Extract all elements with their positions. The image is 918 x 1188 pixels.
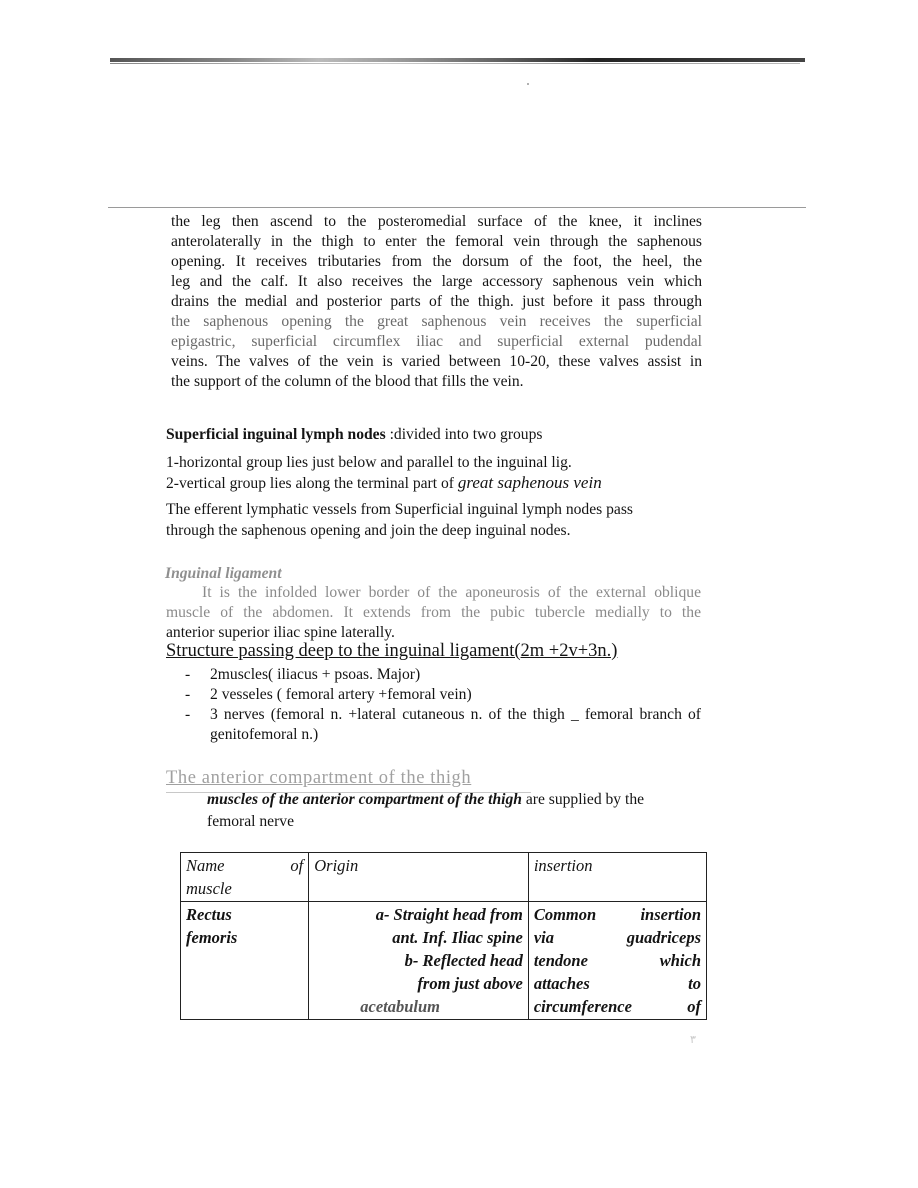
intro-rest: are supplied by the [521,791,645,808]
lymph-heading-rest: :divided into two groups [385,426,543,443]
header-origin: Origin [309,853,529,902]
text-line: opening. It receives tributaries from the dorsum of the foot, the heel, the [171,253,702,270]
efferent-line-1: The efferent lymphatic vessels from Superficial inguinal lymph nodes pass [166,501,633,518]
lymph-item-vertical [166,472,602,494]
anterior-compartment-heading: The anterior compartment of the thigh [166,768,472,788]
cell-muscle-name: Rectus femoris [181,902,309,1020]
inguinal-ligament-paragraph [166,583,701,643]
intro-line-2: femoral nerve [207,813,295,830]
lymph-item-vertical-text: 2-vertical group lies along the terminal part of [166,475,458,492]
table-header-row [181,853,707,902]
cell-insertion: Common insertion via guadriceps tendone which attaches to circumference of [528,902,706,1020]
text-line: the leg then ascend to the posteromedial surface of the knee, it inclines [171,213,702,230]
text-line: It is the infolded lower border of the aponeurosis of the external oblique [202,584,701,601]
anterior-compartment-intro [207,789,701,833]
scan-speck [527,83,529,85]
intro-bold: muscles of the anterior compartment of the thigh [207,791,522,808]
header-name-of-muscle [181,853,309,902]
list-item: - 2muscles( iliacus + psoas. Major) [183,665,701,685]
text-line: the support of the column of the blood that fills the vein. [171,373,524,390]
list-item: - 2 vesseles ( femoral artery +femoral vein) [183,685,701,705]
scan-top-edge-shadow [110,63,800,64]
muscle-table [180,852,707,1020]
lymph-heading-bold: Superficial inguinal lymph nodes [166,426,386,443]
cell-origin: a- Straight head from ant. Inf. Iliac spine b- Reflected head from just above acetabulum [309,902,529,1020]
text-line: muscle of the abdomen. It extends from the pubic tubercle medially to the [166,604,701,621]
lymph-item-horizontal: 1-horizontal group lies just below and parallel to the inguinal lig. [166,454,572,471]
section-divider [108,207,806,208]
efferent-line-2: through the saphenous opening and join the deep inguinal nodes. [166,522,571,539]
page-number: ٣ [690,1034,696,1046]
inguinal-ligament-heading: Inguinal ligament [165,565,282,582]
scan-top-edge [110,58,805,62]
list-item: - 3 nerves (femoral n. +lateral cutaneous n. of the thigh _ femoral branch of genitofemoral n.) [183,705,701,745]
lymph-heading [166,424,542,445]
structures-list [183,665,701,745]
text-line: drains the medial and posterior parts of the thigh. just before it pass through [171,293,702,310]
text-line: the saphenous opening the great saphenous vein receives the superficial [171,313,702,330]
lymph-item-vertical-italic: great saphenous vein [457,473,602,492]
table-row [181,902,707,1020]
text-line: veins. The valves of the vein is varied between 10-20, these valves assist in [171,353,702,370]
text-line: epigastric, superficial circumflex iliac and superficial external pudendal [171,333,702,350]
text-line: anterior superior iliac spine laterally. [166,624,395,641]
text-line: leg and the calf. It also receives the large accessory saphenous vein which [171,273,702,290]
header-name-line: Name of [186,856,304,875]
saphenous-paragraph [171,212,702,392]
text-line: anterolaterally in the thigh to enter the femoral vein through the saphenous [171,233,702,250]
header-insertion: insertion [528,853,706,902]
header-name-line-2: muscle [186,879,232,898]
structures-heading: Structure passing deep to the inguinal ligament(2m +2v+3n.) [166,641,618,661]
